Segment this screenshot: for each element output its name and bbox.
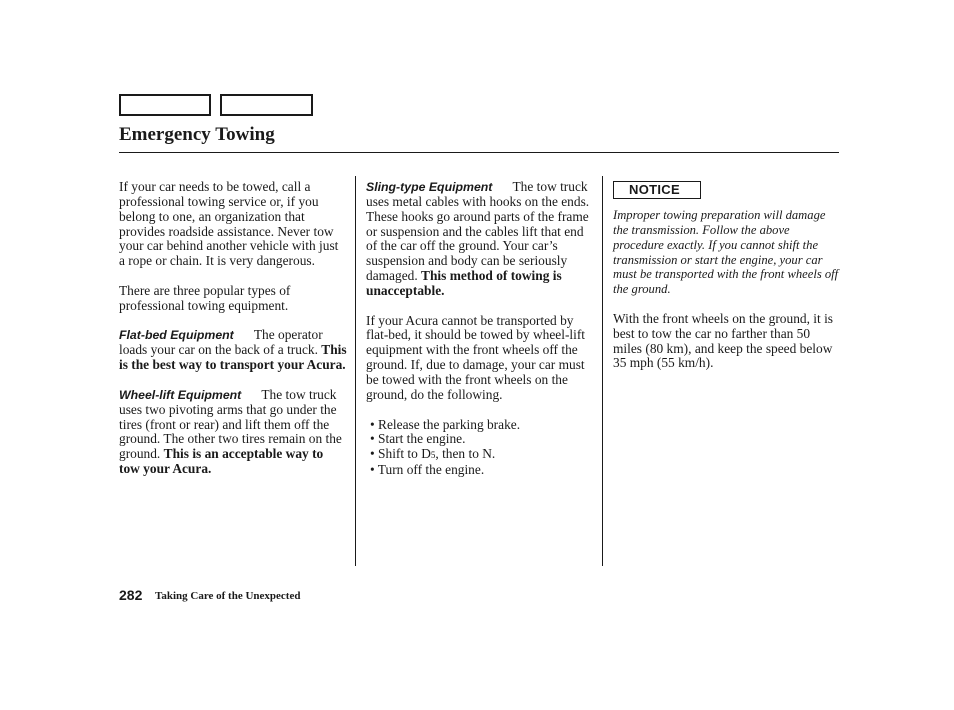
procedure-intro-paragraph: If your Acura cannot be transported by flat-bed, it should be towed by wheel-lift equipment with the front wheels off the ground. If, due to damage, your car must be towed with the front wheels on the ground, do the following. (366, 312, 586, 402)
sling-lead: Sling-type Equipment (366, 180, 493, 194)
sling-text: The tow truck uses metal cables with hooks on the ends. These hooks go around parts of the frame or suspension and the cables lift that end of the car off the ground. Your car’s suspension and body can be seriously damaged. (366, 179, 590, 284)
column-divider-2 (602, 176, 603, 566)
towing-intro-paragraph: If your car needs to be towed, call a professional towing service or, if you belong to one, an organization that provides roadside assistance. Never tow your car behind another vehicle with just a rope or chain. It is very dangerous. (119, 179, 339, 269)
sling-paragraph (366, 180, 594, 299)
title-divider (119, 152, 839, 153)
flatbed-text: The operator loads your car on the back of a truck. (119, 327, 323, 358)
nav-tab-next[interactable] (220, 94, 313, 116)
equipment-types-paragraph: There are three popular types of professional towing equipment. (119, 282, 291, 313)
distance-paragraph: With the front wheels on the ground, it is best to tow the car no farther than 50 miles (80 km), and keep the speed below 35 mph (55 km/h). (613, 310, 833, 371)
wheellift-lead: Wheel-lift Equipment (119, 387, 242, 402)
notice-text: Improper towing preparation will damage the transmission. Follow the above procedure exactly. If you cannot shift the transmission or start the engine, your car must be transported with the front wheels off the ground. (613, 208, 839, 297)
list-item: • Shift to D5, then to N. (370, 446, 496, 462)
procedure-steps-list (366, 418, 594, 478)
flatbed-lead: Flat-bed Equipment (119, 328, 234, 343)
list-item: • Release the parking brake. (370, 416, 521, 432)
page-number: 282 (119, 587, 143, 603)
nav-tab-previous[interactable] (119, 94, 211, 116)
column-divider-1 (355, 176, 356, 566)
flatbed-paragraph (119, 328, 347, 373)
wheellift-paragraph (119, 388, 347, 477)
sling-bold-text: This method of towing is unacceptable. (366, 268, 562, 298)
notice-label: NOTICE (613, 181, 701, 199)
list-item: • Start the engine. (370, 431, 466, 447)
wheellift-text: The tow truck uses two pivoting arms that go under the tires (front or rear) and lift them off the ground. The other two tires remain on the ground. (119, 386, 342, 462)
flatbed-bold-text: This is the best way to transport your Acura. (119, 342, 347, 373)
list-item: • Turn off the engine. (370, 462, 485, 478)
column-1 (119, 180, 347, 492)
page-title: Emergency Towing (119, 124, 275, 145)
column-3 (613, 180, 841, 386)
wheellift-bold-text: This is an acceptable way to tow your Acura. (119, 446, 324, 477)
gear-subscript: 5 (430, 450, 436, 461)
column-2 (366, 180, 594, 478)
footer-section-name: Taking Care of the Unexpected (155, 590, 301, 602)
